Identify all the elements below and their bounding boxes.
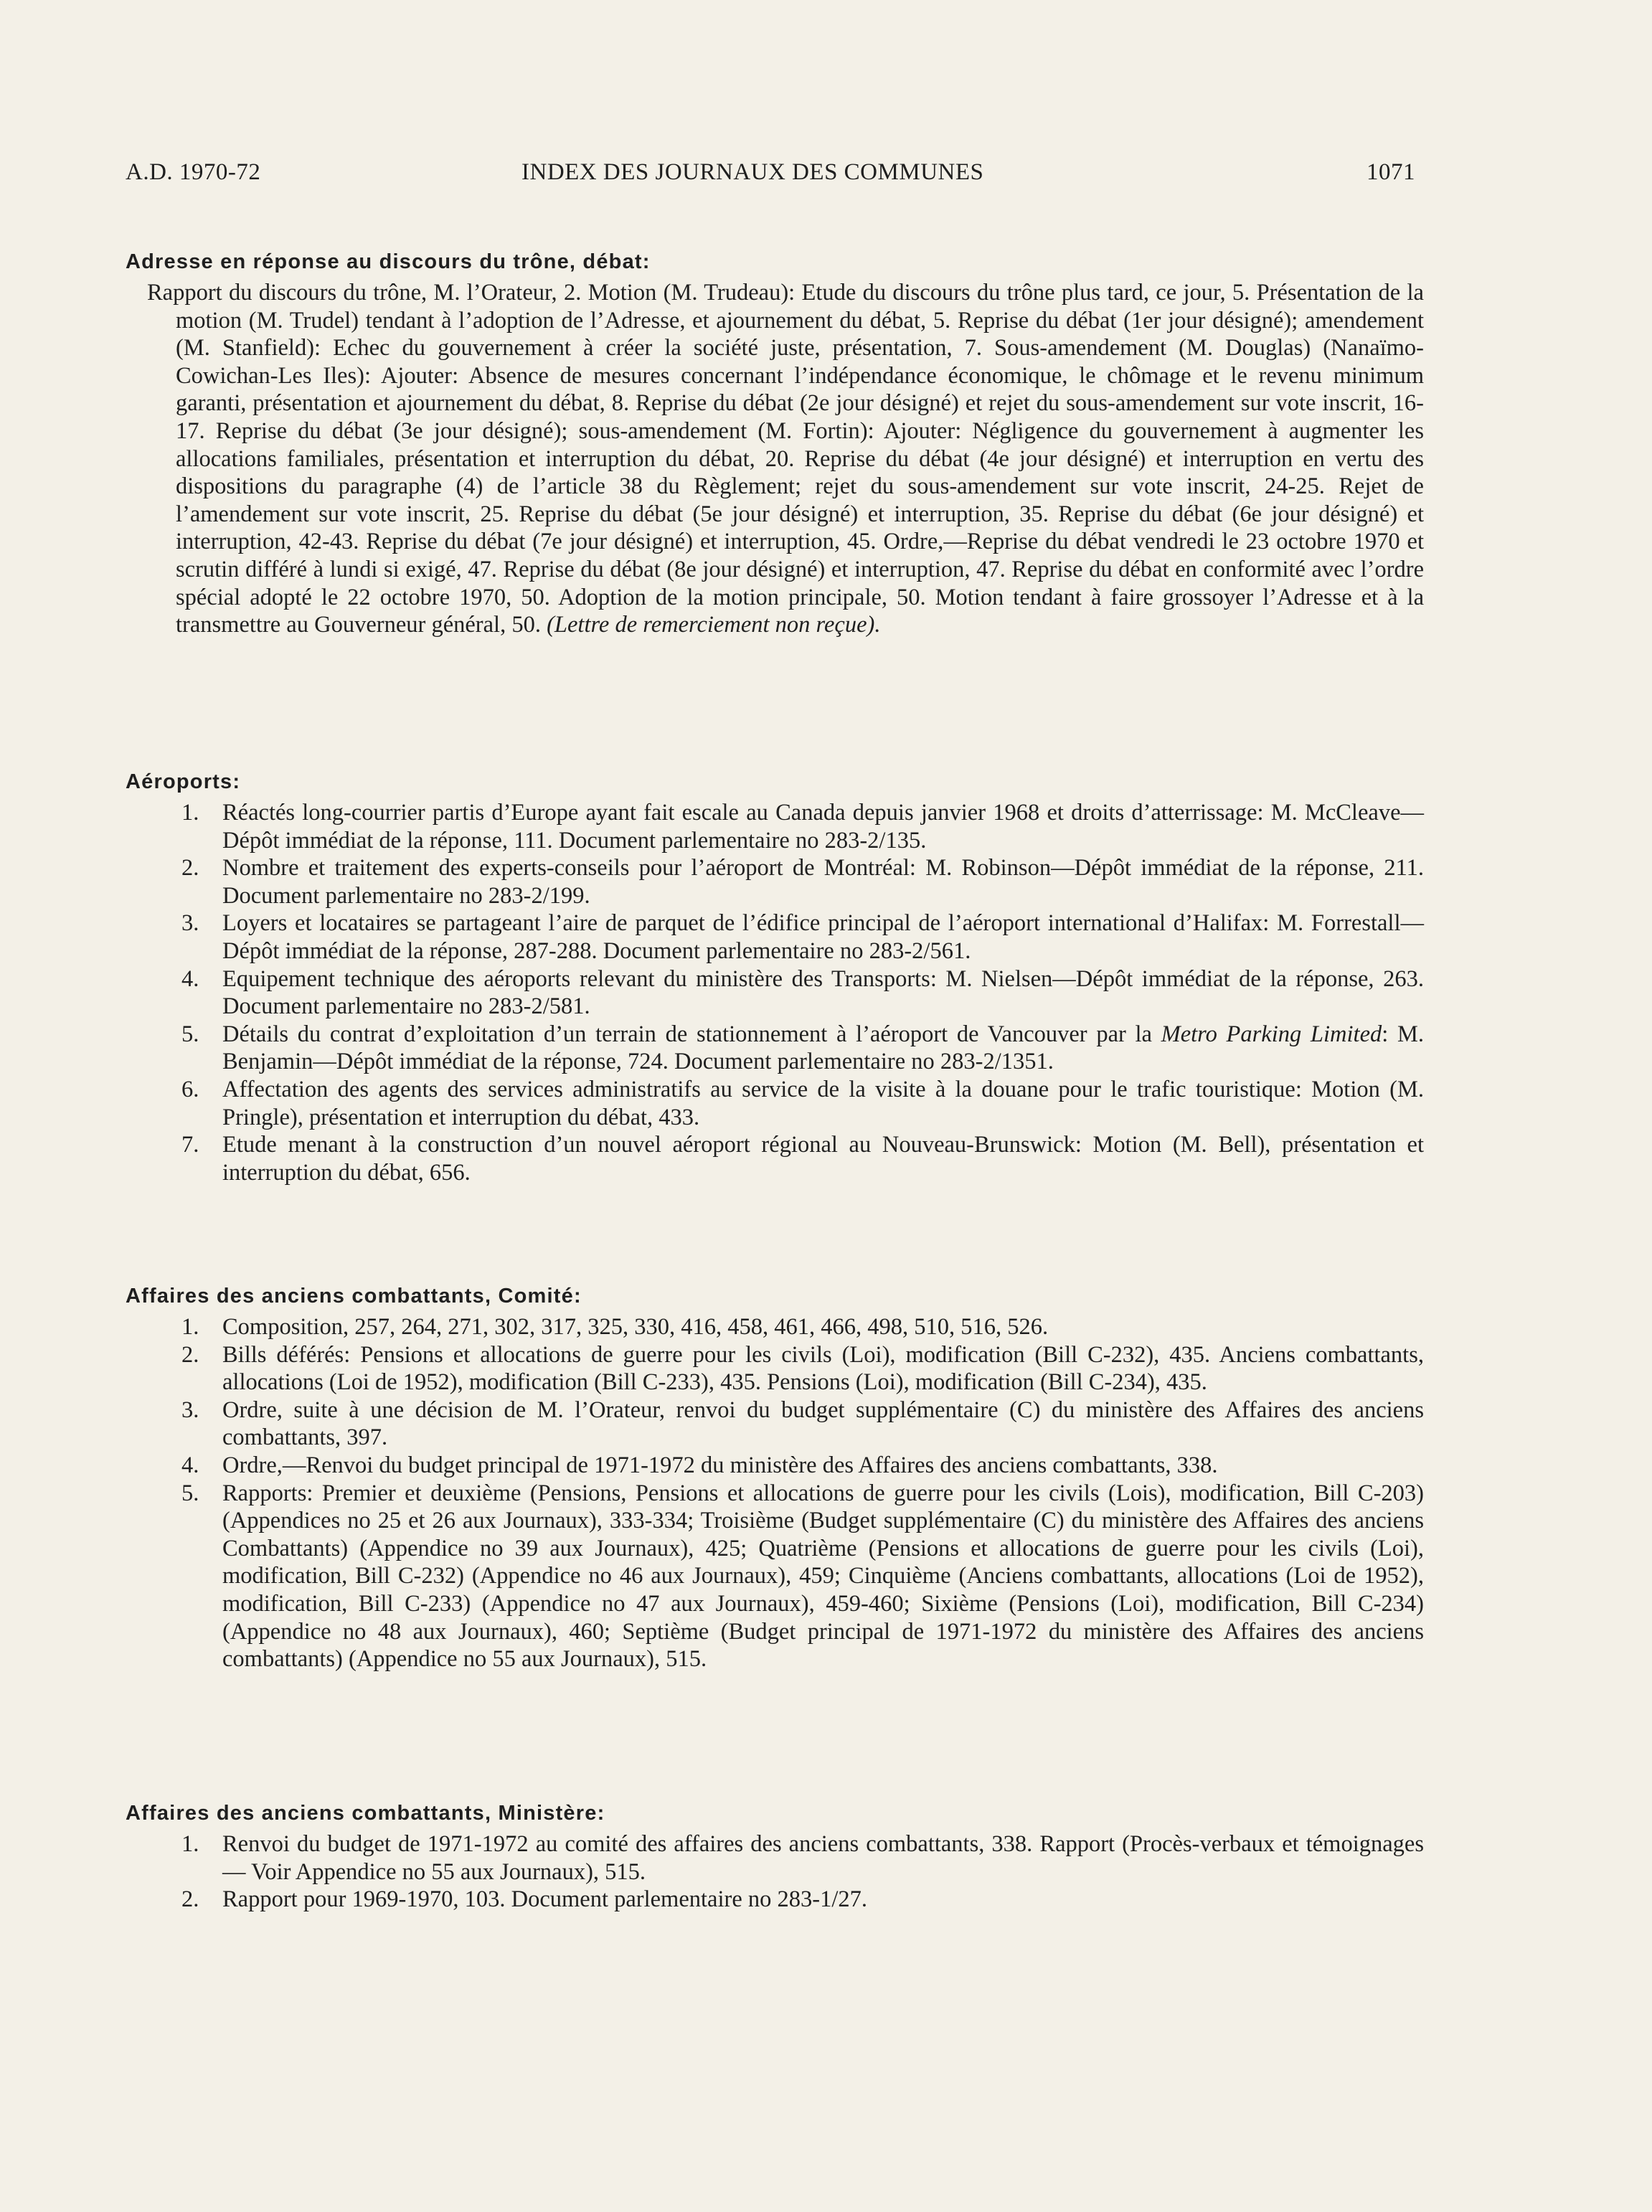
item-text: Composition, 257, 264, 271, 302, 317, 325, 330, 416, 458, 461, 466, 498, 510, 516, 526. [222, 1314, 1049, 1340]
item-text-after: : M. Benjamin—Dépôt immédiat de la réponse, 724. Document parlementaire no 283-2/1351. [222, 1021, 1424, 1075]
list-item [126, 909, 1424, 965]
entry-heading: Affaires des anciens combattants, Comité: [126, 1285, 582, 1308]
item-number: 4. [181, 1452, 199, 1478]
item-text: Rapport pour 1969-1970, 103. Document parlementaire no 283-1/27. [222, 1886, 867, 1913]
entry-italic-note: (Lettre de remerciement non reçue). [547, 612, 881, 638]
list-item [126, 1886, 1424, 1914]
index-entry-aeroports [126, 767, 1424, 1186]
entry-heading: Affaires des anciens combattants, Ministère: [126, 1802, 605, 1825]
item-text: Ordre,—Renvoi du budget principal de 1971-1972 du ministère des Affaires des anciens combattants, 338. [222, 1452, 1218, 1478]
item-number: 4. [181, 965, 199, 992]
entry-list [126, 1313, 1424, 1673]
running-header [126, 159, 1415, 195]
index-entry-anciens-combattants-comite [126, 1282, 1424, 1673]
entry-list [126, 799, 1424, 1186]
item-number: 3. [181, 910, 199, 937]
item-number: 5. [181, 1021, 199, 1047]
item-number: 1. [181, 800, 199, 826]
item-text: Renvoi du budget de 1971-1972 au comité des affaires des anciens combattants, 338. Rapport (Procès-verbaux et témoignages — Voir Appendice no 55 aux Journaux), 515. [222, 1831, 1424, 1885]
entry-heading: Aéroports: [126, 770, 241, 793]
page-number: 1071 [1367, 159, 1415, 185]
list-item [126, 1396, 1424, 1452]
entry-heading: Adresse en réponse au discours du trône, débat: [126, 250, 651, 273]
item-text: Equipement technique des aéroports relevant du ministère des Transports: M. Nielsen—Dépôt immédiat de la réponse, 263. Document parlementaire no 283-2/581. [222, 965, 1424, 1020]
item-text: Réactés long-courrier partis d’Europe ayant fait escale au Canada depuis janvier 1968 et droits d’atterrissage: M. McCleave—Dépôt immédiat de la réponse, 111. Document parlementaire no 283-2/135. [222, 800, 1424, 854]
item-number: 2. [181, 855, 199, 882]
index-entry-adresse [126, 247, 1424, 639]
item-number: 1. [181, 1831, 199, 1857]
item-number: 3. [181, 1396, 199, 1423]
item-text-italic: Metro Parking Limited [1161, 1021, 1382, 1047]
item-text: Bills déférés: Pensions et allocations de guerre pour les civils (Loi), modification (Bill C-232), 435. Anciens combattants, allocations (Loi de 1952), modification (Bill C-233), 435. Pensions (Loi), modification (Bill C-234), 435. [222, 1341, 1424, 1396]
list-item [126, 799, 1424, 854]
item-text: Affectation des agents des services administratifs au service de la visite à la douane pour le trafic touristique: Motion (M. Pringle), présentation et interruption du débat, 433. [222, 1076, 1424, 1130]
item-number: 2. [181, 1341, 199, 1368]
index-entry-anciens-combattants-ministere [126, 1799, 1424, 1914]
item-text: Nombre et traitement des experts-conseils pour l’aéroport de Montréal: M. Robinson—Dépôt immédiat de la réponse, 211. Document parlementaire no 283-2/199. [222, 855, 1424, 909]
header-year-range: A.D. 1970-72 [126, 159, 261, 185]
list-item [126, 1076, 1424, 1131]
item-number: 2. [181, 1886, 199, 1913]
list-item [126, 1452, 1424, 1480]
list-item [126, 1313, 1424, 1341]
item-text: Rapports: Premier et deuxième (Pensions, Pensions et allocations de guerre pour les civils (Lois), modification, Bill C-203) (Appendices no 25 et 26 aux Journaux), 333-334; Troisième (Budget supplémentaire (C) du ministère des Affaires des anciens Combattants) (Appendice no 39 aux Journaux), 425; Quatrième (Pensions et allocations de guerre pour les civils (Loi), modification, Bill C-232) (Appendice no 46 aux Journaux), 459; Cinquième (Anciens combattants, allocations (Loi de 1952), modification, Bill C-233) (Appendice no 47 aux Journaux), 459-460; Sixième (Pensions (Loi), modification, Bill C-234) (Appendice no 48 aux Journaux), 460; Septième (Budget principal de 1971-1972 du ministère des Affaires des anciens combattants) (Appendice no 55 aux Journaux), 515. [222, 1480, 1424, 1673]
item-text: Etude menant à la construction d’un nouvel aéroport régional au Nouveau-Brunswick: Motion (M. Bell), présentation et interruption du débat, 656. [222, 1132, 1424, 1186]
header-title: INDEX DES JOURNAUX DES COMMUNES [521, 159, 984, 185]
entry-text [126, 279, 1424, 639]
list-item [126, 1341, 1424, 1396]
list-item [126, 1480, 1424, 1673]
item-number: 1. [181, 1314, 199, 1340]
list-item [126, 1830, 1424, 1886]
item-number: 6. [181, 1076, 199, 1102]
item-number: 7. [181, 1132, 199, 1158]
entry-body: Rapport du discours du trône, M. l’Orateur, 2. Motion (M. Trudeau): Etude du discours du trône plus tard, ce jour, 5. Présentation de la motion (M. Trudel) tendant à l’adoption de l’Adresse, et ajournement du débat, 5. Reprise du débat (1er jour désigné); amendement (M. Stanfield): Echec du gouvernement à créer la société juste, présentation, 7. Sous-amendement (M. Douglas) (Nanaïmo-Cowichan-Les Iles): Ajouter: Absence de mesures concernant l’indépendance économique, le chômage et le revenu minimum garanti, présentation et ajournement du débat, 8. Reprise du débat (2e jour désigné) et rejet du sous-amendement sur vote inscrit, 16-17. Reprise du débat (3e jour désigné); sous-amendement (M. Fortin): Ajouter: Négligence du gouvernement à augmenter les allocations familiales, présentation et interruption du débat, 20. Reprise du débat (4e jour désigné) et interruption en vertu des dispositions du paragraphe (4) de l’article 38 du Règlement; rejet du sous-amendement sur vote inscrit, 24-25. Rejet de l’amendement sur vote inscrit, 25. Reprise du débat (5e jour désigné) et interruption, 35. Reprise du débat (6e jour désigné) et interruption, 42-43. Reprise du débat (7e jour désigné) et interruption, 45. Ordre,—Reprise du débat vendredi le 23 octobre 1970 et scrutin différé à lundi si exigé, 47. Reprise du débat (8e jour désigné) et interruption, 47. Reprise du débat en conformité avec l’ordre spécial adopté le 22 octobre 1970, 50. Adoption de la motion principale, 50. Motion tendant à faire grossoyer l’Adresse et à la transmettre au Gouverneur général, 50. [147, 280, 1424, 638]
item-text: Ordre, suite à une décision de M. l’Orateur, renvoi du budget supplémentaire (C) du ministère des Affaires des anciens combattants, 397. [222, 1396, 1424, 1451]
entry-list [126, 1830, 1424, 1914]
item-text-before: Détails du contrat d’exploitation d’un terrain de stationnement à l’aéroport de Vancouver par la [222, 1021, 1161, 1047]
list-item [126, 1021, 1424, 1076]
list-item [126, 965, 1424, 1021]
list-item [126, 1131, 1424, 1186]
item-text: Loyers et locataires se partageant l’aire de parquet de l’édifice principal de l’aéroport international d’Halifax: M. Forrestall—Dépôt immédiat de la réponse, 287-288. Document parlementaire no 283-2/561. [222, 910, 1424, 964]
item-number: 5. [181, 1480, 199, 1506]
list-item [126, 854, 1424, 909]
